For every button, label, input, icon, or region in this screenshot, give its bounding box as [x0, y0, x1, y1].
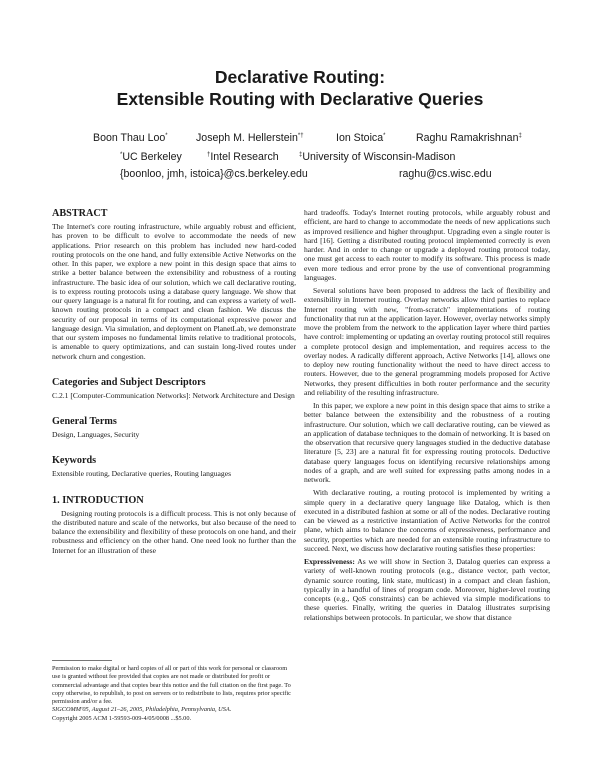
affiliation-intel: †Intel Research — [207, 151, 279, 163]
right-paragraph-2: Several solutions have been proposed to address the lack of flexibility and extensibility in Internet routing. Overlay networks allow third parties to replace Internet routing with new, "from-scratch" implementations of routing functionality that run at the application layer. However, overlay networks simply move the problem from the network to the application layer where third parties have control: implementing or updating an overlay routing protocol still requires a complete protocol design and implementation, and requires access to the overlay nodes. A radically different approach, Active Networks [14], allows one to deploy new routing functionality without the need to have direct access to routers. However, due to the general programming models proposed for Active Networks, they present difficulties in both router performance and the security and reliability of the resulting infrastructure. — [304, 286, 550, 397]
copyright-permission: Permission to make digital or hard copies of all or part of this work for personal or classroom use is granted without fee provided that copies are not made or distributed for profit or commercial advantage and that copies bear this notice and the full citation on the first page. To copy otherwise, to republish, to post on servers or to redistribute to lists, requires prior specific permission and/or a fee. — [52, 665, 291, 706]
general-terms-body: Design, Languages, Security — [52, 430, 140, 439]
categories-body: C.2.1 [Computer-Communication Networks]: Network Architecture and Design — [52, 390, 295, 400]
title-line-2: Extensible Routing with Declarative Queries — [116, 89, 484, 109]
affiliation-wisconsin: ‡University of Wisconsin-Madison — [299, 151, 456, 163]
left-column — [52, 208, 296, 559]
affiliation-berkeley: *UC Berkeley — [120, 151, 182, 163]
categories-heading: Categories and Subject Descriptors — [52, 376, 206, 388]
abstract-body: The Internet's core routing infrastructure, while arguably robust and efficient, has proven to be difficult to evolve to accommodate the needs of new applications. Prior research on this problem has included new hard-coded routing protocols on the one hand, and fully extensible Active Networks on the other. In this paper, we explore a new point in this design space that aims to strike a better balance between the extensibility and robustness of a routing infrastructure. The basic idea of our solution, which we call declarative routing, is to express routing protocols using a database query language. We show that our query language is a natural fit for routing, and can express a variety of well-known routing protocols in a compact and clean fashion. We discuss the security of our proposal in terms of its computational expressive power and language design. Via simulation, and deployment on PlanetLab, we demonstrate that our system imposes no fundamental limits relative to traditional protocols, is amenable to query optimizations, and can sustain long-lived routes under network churn and congestion. — [52, 222, 296, 361]
author-ramakrishnan: Raghu Ramakrishnan‡ — [416, 132, 522, 144]
keywords-heading: Keywords — [52, 455, 97, 467]
general-terms-heading: General Terms — [52, 416, 117, 427]
right-paragraph-3: In this paper, we explore a new point in this design space that aims to strike a better balance between the extensibility and the robustness of a routing infrastructure. Our solution, which we call declarative routing, can be viewed as an application of database techniques to the domain of networking. It is based on the observation that recursive query languages studied in the deductive database literature [5, 23] are a natural fit for expressing routing protocols. Deductive database query languages focus on identifying recursive relationships among nodes of a graph, and are well suited for expressing paths among nodes in a network. — [304, 401, 550, 484]
copyright-venue: SIGCOMM'05, August 21–26, 2005, Philadelphia, Pennsylvania, USA. — [52, 706, 232, 714]
copyright-notice — [52, 660, 296, 723]
author-stoica: Ion Stoica* — [336, 132, 386, 144]
email-berkeley: {boonloo, jmh, istoica}@cs.berkeley.edu — [120, 168, 308, 180]
right-paragraph-1: hard tradeoffs. Today's Internet routing protocols, while arguably robust and efficient, are hard to change to accommodate the needs of new applications such as improved resilience and higher throughput. Upgrading even a single router is hard [16]. Getting a distributed routing protocol implemented correctly is even harder. And in order to change or upgrade a deployed routing protocol today, one must get access to each router to modify its software. This process is made even more tedious and error prone by the use of conventional programming languages. — [304, 208, 550, 282]
expressiveness-text: As we will show in Section 3, Datalog queries can express a variety of well-known routing protocols (e.g., distance vector, path vector, dynamic source routing, link state, multicast) in a compact and clean fashion, typically in a handful of lines of program code. Moreover, higher-level routing concepts (e.g., QoS constraints) can be achieved via simple modifications to these queries. Finally, writing the queries in Datalog illustrates surprising relationships between protocols. In particular, we show that distance — [304, 557, 550, 622]
right-paragraph-4: With declarative routing, a routing protocol is implemented by writing a simple query in a declarative query language like Datalog, which is then executed in a distributed fashion at some or all of the nodes. Declarative routing can be viewed as a restrictive instantiation of Active Networks for the control plane, which aims to balance the concerns of expressiveness, performance and security, properties which are needed for an extensible routing infrastructure to succeed. Next, we discuss how declarative routing satisfies these properties: — [304, 488, 550, 553]
title-line-1: Declarative Routing: — [214, 67, 386, 87]
introduction-heading: 1. INTRODUCTION — [52, 494, 144, 506]
author-hellerstein: Joseph M. Hellerstein*† — [196, 132, 304, 144]
right-paragraph-5 — [304, 557, 550, 622]
email-wisconsin: raghu@cs.wisc.edu — [399, 168, 492, 180]
paper-title — [0, 66, 600, 110]
abstract-heading: ABSTRACT — [52, 208, 108, 219]
keywords-body: Extensible routing, Declarative queries, Routing languages — [52, 469, 232, 479]
author-loo: Boon Thau Loo* — [93, 132, 168, 144]
right-column — [304, 208, 550, 626]
expressiveness-label: Expressiveness: — [304, 557, 355, 566]
introduction-paragraph: Designing routing protocols is a difficult process. This is not only because of the distributed nature and scale of the networks, but also because of the need to balance the extensibility and flexibility of these protocols on one hand, and their robustness and efficiency on the other hand. One need look no further than the Internet for an illustration of these — [52, 508, 296, 555]
copyright-line: Copyright 2005 ACM 1-59593-009-4/05/0008 ...$5.00. — [52, 714, 192, 722]
